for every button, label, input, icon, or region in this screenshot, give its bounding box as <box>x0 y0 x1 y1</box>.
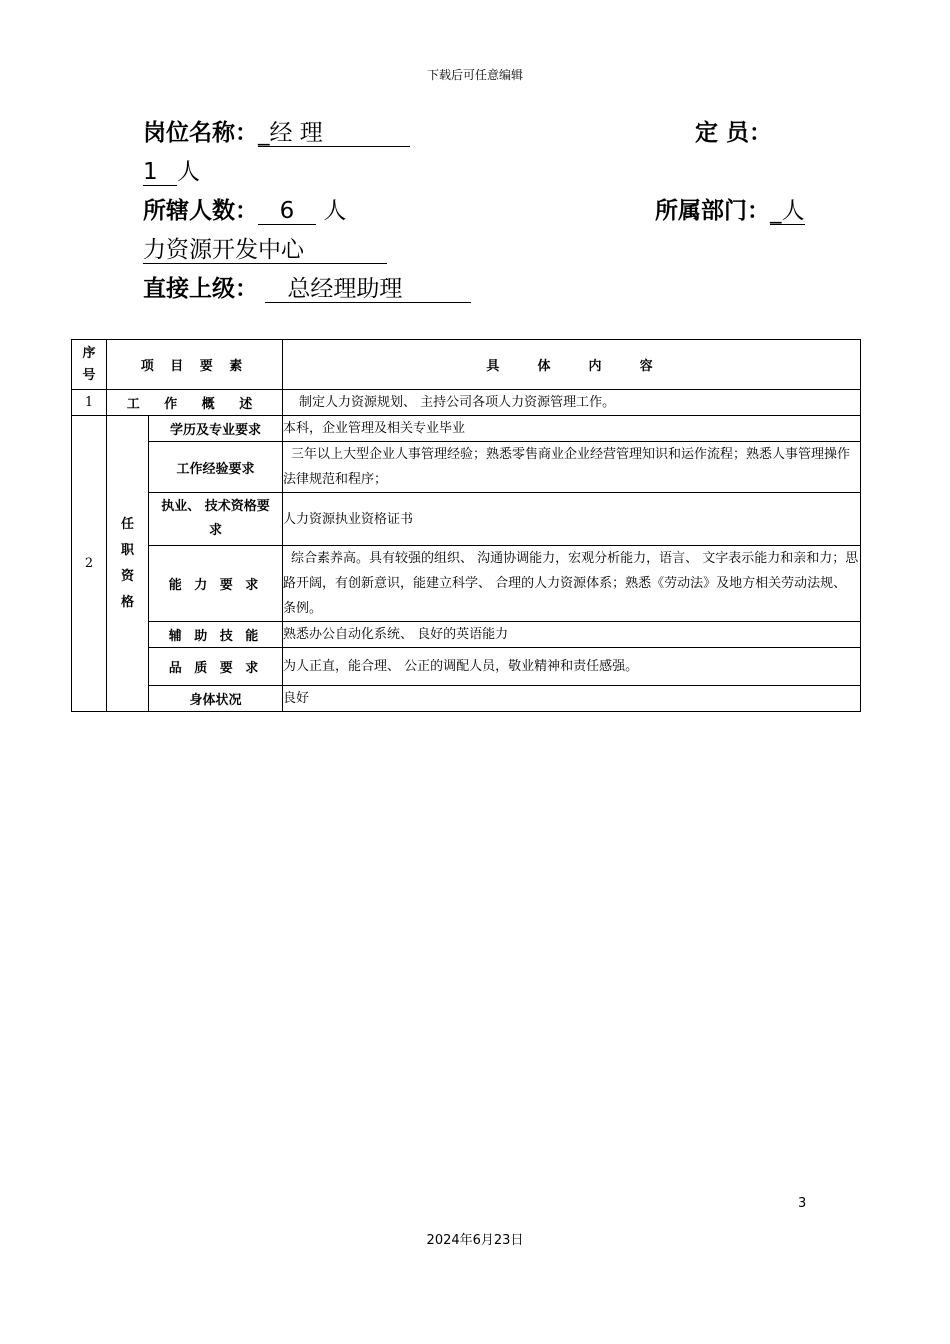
sub-item: 执业、 技术资格要求 <box>149 493 283 546</box>
superior-label: 直接上级： <box>143 276 258 302</box>
headcount-label: 所辖人数： <box>143 198 258 224</box>
row2-group-label: 任职资格 <box>120 516 134 610</box>
sub-content: 良好 <box>283 686 861 712</box>
sub-content: 综合素养高。具有较强的组织、 沟通协调能力，宏观分析能力，语言、 文字表示能力和亲和力；思路开阔，有创新意识，能建立科学、 合理的人力资源体系；熟悉《劳动法》及地方相关劳动法规、 条例。 <box>283 546 861 622</box>
quota-value: 1 <box>143 159 177 186</box>
sub-item: 学历及专业要求 <box>149 416 283 442</box>
table-row <box>72 442 861 493</box>
sub-content: 三年以上大型企业人事管理经验；熟悉零售商业企业经营管理知识和运作流程；熟悉人事管理操作法律规范和程序； <box>283 442 861 493</box>
sub-item: 能 力 要 求 <box>149 546 283 622</box>
row2-seq: 2 <box>72 416 107 712</box>
headcount-field <box>143 196 346 226</box>
header-item: 项 目 要 素 <box>107 340 283 390</box>
table-row <box>72 648 861 686</box>
sub-content: 人力资源执业资格证书 <box>283 493 861 546</box>
footer-date: 2024年6月23日 <box>426 1233 524 1248</box>
sub-content: 本科，企业管理及相关专业毕业 <box>283 416 861 442</box>
table-row <box>72 622 861 648</box>
superior-field <box>143 274 471 304</box>
position-label: 岗位名称： <box>143 120 258 146</box>
position-field <box>143 118 410 148</box>
dept-value-2: 力资源开发中心 <box>143 237 387 264</box>
headcount-value: 6 <box>258 198 316 225</box>
table-row <box>72 390 861 416</box>
dept-field <box>655 196 805 226</box>
sub-content: 熟悉办公自动化系统、 良好的英语能力 <box>283 622 861 648</box>
table-header-row <box>72 340 861 390</box>
quota-value-line <box>143 157 200 187</box>
sub-item: 品 质 要 求 <box>149 648 283 686</box>
quota-label: 定 员： <box>695 120 773 146</box>
table-row <box>72 686 861 712</box>
row1-item: 工 作 概 述 <box>107 390 283 416</box>
row2-group <box>107 416 149 712</box>
row1-content: 制定人力资源规划、 主持公司各项人力资源管理工作。 <box>283 390 861 416</box>
dept-value-line <box>143 235 387 265</box>
sub-item: 工作经验要求 <box>149 442 283 493</box>
sub-item: 身体状况 <box>149 686 283 712</box>
job-requirements-table <box>71 339 861 712</box>
quota-field <box>695 118 772 148</box>
superior-value: 总经理助理 <box>265 276 471 303</box>
sub-content: 为人正直，能合理、 公正的调配人员，敬业精神和责任感强。 <box>283 648 861 686</box>
sub-item: 辅 助 技 能 <box>149 622 283 648</box>
table-row <box>72 493 861 546</box>
page-number: 3 <box>798 1196 807 1211</box>
row1-seq: 1 <box>72 390 107 416</box>
position-value: _经 理 <box>258 120 410 147</box>
table-row <box>72 546 861 622</box>
headcount-unit: 人 <box>323 198 347 224</box>
header-note: 下载后可任意编辑 <box>426 68 523 82</box>
quota-unit: 人 <box>177 159 200 185</box>
table-row <box>72 416 861 442</box>
header-seq: 序号 <box>72 340 107 390</box>
dept-value-1: _人 <box>770 198 805 224</box>
dept-label: 所属部门： <box>655 198 770 224</box>
header-content: 具 体 内 容 <box>283 340 861 390</box>
